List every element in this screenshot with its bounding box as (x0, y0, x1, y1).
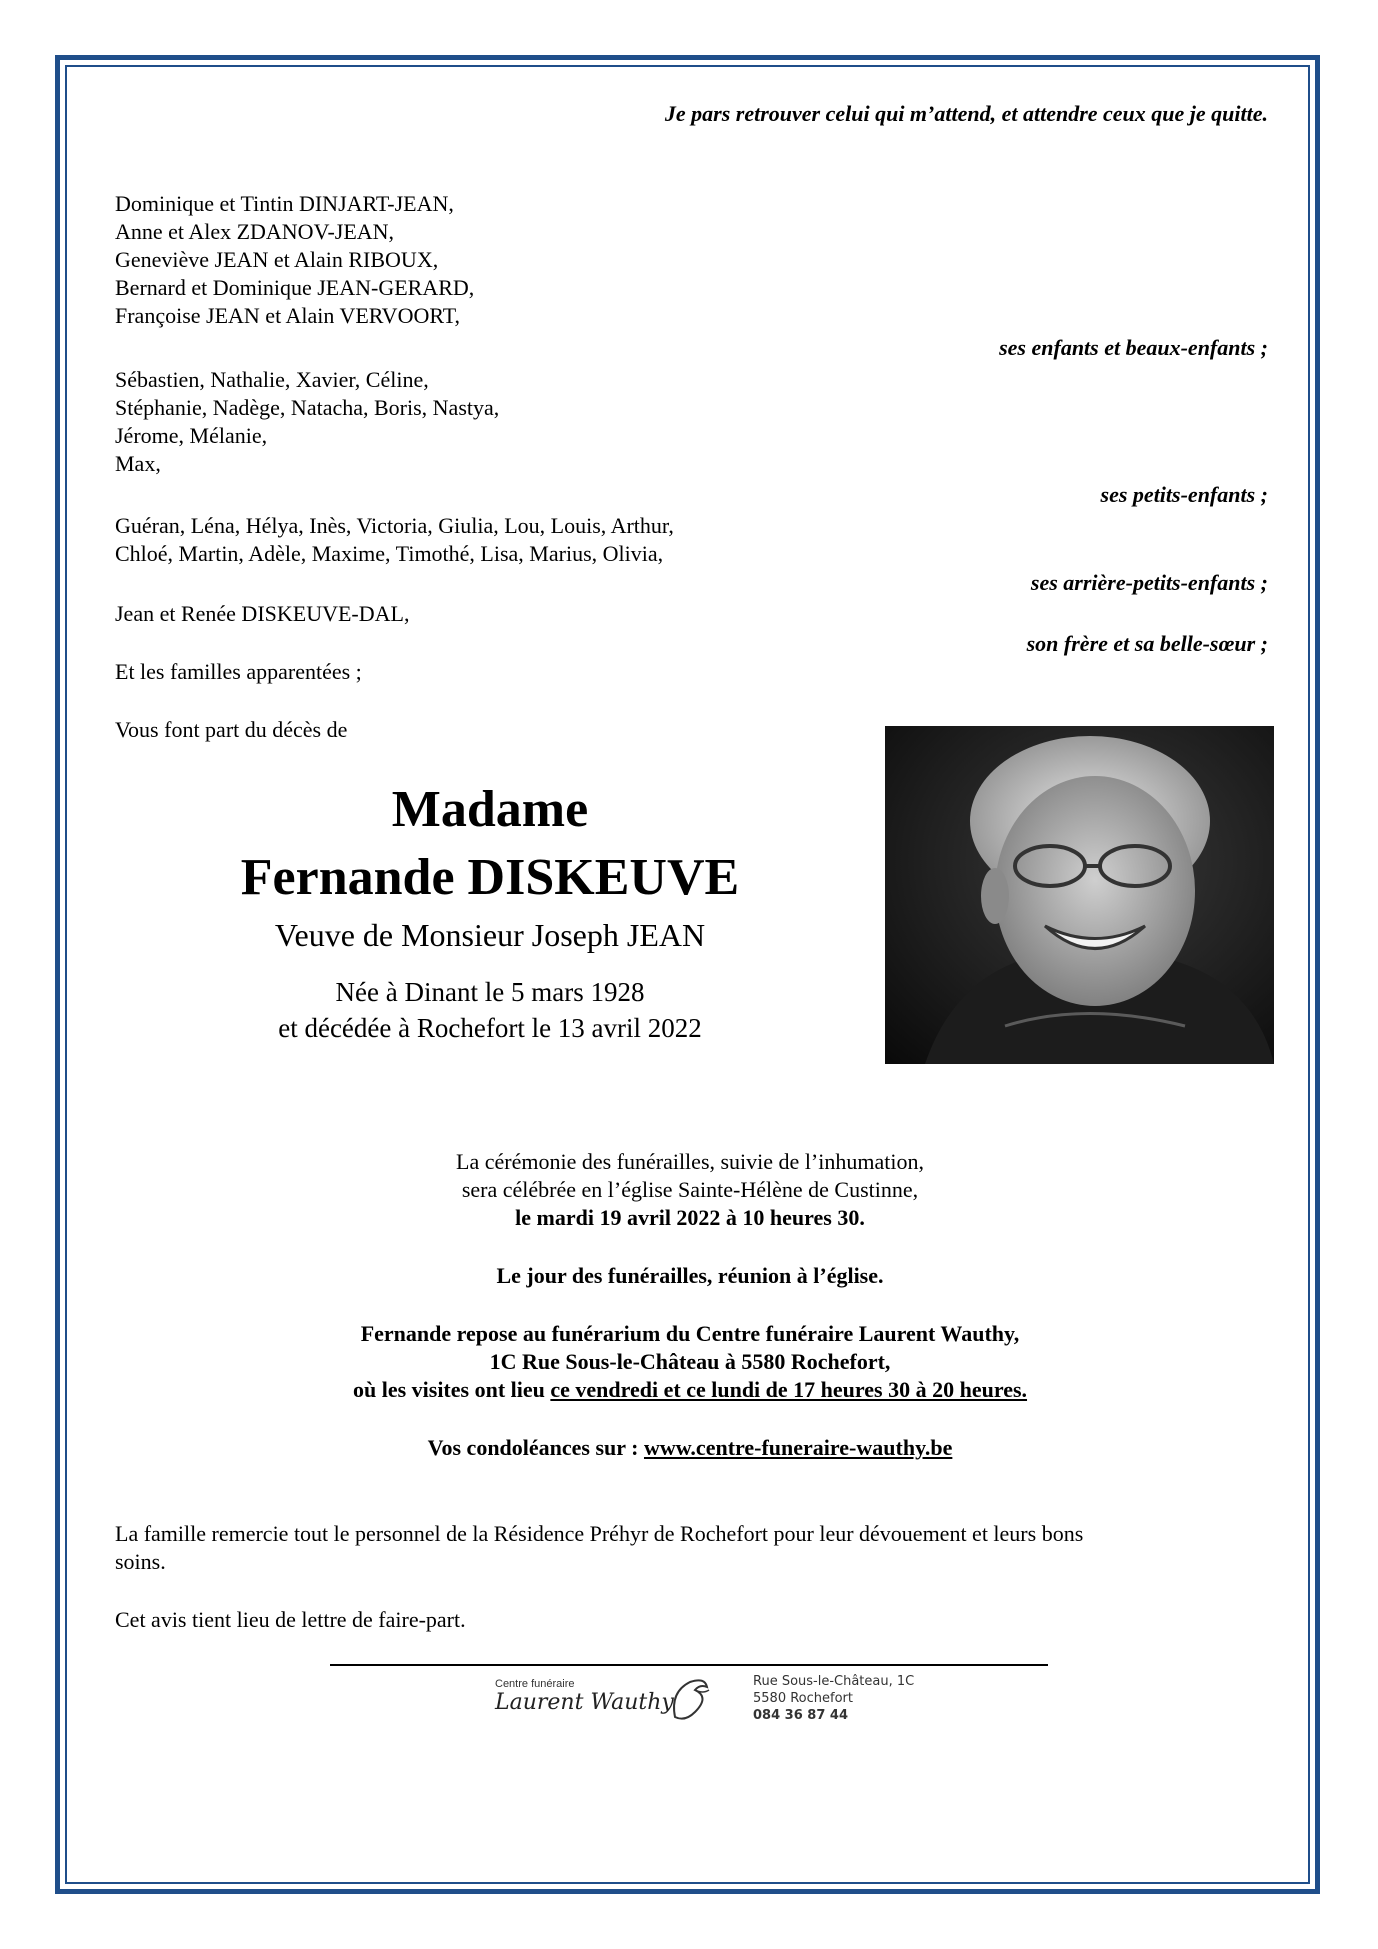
grandchildren-line-1: Sébastien, Nathalie, Xavier, Céline, (115, 367, 429, 392)
children-relation: ses enfants et beaux-enfants ; (999, 335, 1268, 360)
bird-logo-icon (665, 1672, 715, 1727)
sibling-relation: son frère et sa belle-sœur ; (1026, 631, 1268, 656)
sibling-line: Jean et Renée DISKEUVE-DAL, (115, 601, 410, 626)
repose-line-1: Fernande repose au funérarium du Centre funéraire Laurent Wauthy, (360, 1321, 1020, 1346)
visits-line (115, 1376, 1265, 1404)
grandchildren-relation: ses petits-enfants ; (1100, 482, 1268, 507)
deceased-spouse: Veuve de Monsieur Joseph JEAN (274, 917, 706, 953)
visits-prefix: où les visites ont lieu (352, 1377, 551, 1402)
children-line-4: Bernard et Dominique JEAN-GERARD, (115, 275, 475, 300)
deceased-photo (885, 726, 1274, 1064)
deceased-died: et décédée à Rochefort le 13 avril 2022 (278, 1013, 702, 1043)
children-line-2: Anne et Alex ZDANOV-JEAN, (115, 219, 395, 244)
grandchildren-line-2: Stéphanie, Nadège, Natacha, Boris, Nastya, (115, 395, 500, 420)
children-line-3: Geneviève JEAN et Alain RIBOUX, (115, 247, 439, 272)
thanks-line-2: soins. (115, 1549, 166, 1574)
logo-script-text: Laurent Wauthy (495, 1690, 674, 1715)
ceremony-date: le mardi 19 avril 2022 à 10 heures 30. (515, 1205, 865, 1230)
portrait-image (885, 726, 1274, 1064)
notice-line: Cet avis tient lieu de lettre de faire-part. (115, 1607, 466, 1632)
children-line-5: Françoise JEAN et Alain VERVOORT, (115, 303, 461, 328)
families-line: Et les familles apparentées ; (115, 659, 362, 684)
logo-address-2: 5580 Rochefort (753, 1691, 853, 1706)
deceased-born: Née à Dinant le 5 mars 1928 (335, 977, 645, 1007)
thanks-line-1: La famille remercie tout le personnel de la Résidence Préhyr de Rochefort pour leur dévouement et leurs bons (115, 1521, 1084, 1546)
meeting-line: Le jour des funérailles, réunion à l’église. (496, 1263, 884, 1288)
condolences-link[interactable]: www.centre-funeraire-wauthy.be (643, 1435, 953, 1460)
repose-line-2: 1C Rue Sous-le-Château à 5580 Rochefort, (489, 1349, 891, 1374)
visits-time: ce vendredi et ce lundi de 17 heures 30 à 20 heures. (550, 1377, 1028, 1402)
condolences-line (115, 1434, 1265, 1462)
children-line-1: Dominique et Tintin DINJART-JEAN, (115, 191, 454, 216)
funeral-home-logo (495, 1670, 935, 1730)
grandchildren-line-3: Jérome, Mélanie, (115, 423, 268, 448)
deceased-name: Fernande DISKEUVE (240, 849, 740, 906)
logo-phone: 084 36 87 44 (753, 1708, 848, 1723)
epigraph: Je pars retrouver celui qui m’attend, et attendre ceux que je quitte. (664, 101, 1268, 126)
logo-small-text: Centre funéraire (495, 1678, 575, 1690)
great-grandchildren-line-2: Chloé, Martin, Adèle, Maxime, Timothé, Lisa, Marius, Olivia, (115, 541, 664, 566)
ceremony-line-2: sera célébrée en l’église Sainte-Hélène de Custinne, (461, 1177, 919, 1202)
great-grandchildren-line-1: Guéran, Léna, Hélya, Inès, Victoria, Giulia, Lou, Louis, Arthur, (115, 513, 674, 538)
condolences-prefix: Vos condoléances sur : (427, 1435, 644, 1460)
logo-address-1: Rue Sous-le-Château, 1C (753, 1674, 915, 1689)
deceased-title: Madame (391, 781, 589, 838)
grandchildren-line-4: Max, (115, 451, 161, 476)
great-grandchildren-relation: ses arrière-petits-enfants ; (1030, 570, 1268, 595)
announce-line: Vous font part du décès de (115, 717, 348, 742)
ceremony-line-1: La cérémonie des funérailles, suivie de l’inhumation, (456, 1149, 924, 1174)
footer-divider (330, 1664, 1048, 1666)
